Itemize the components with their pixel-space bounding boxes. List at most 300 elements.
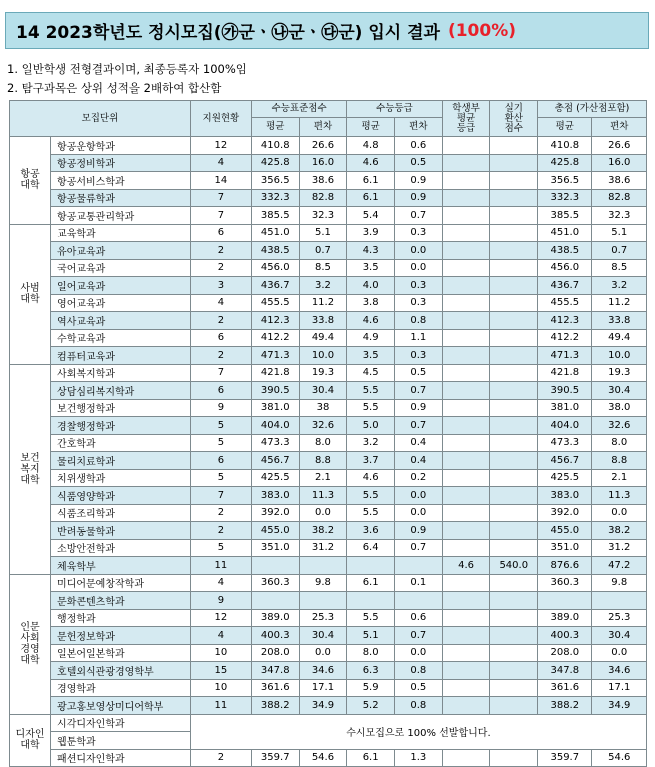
cell-grade-dev: 0.9 (395, 189, 443, 207)
cell-grade-dev: 0.8 (395, 312, 443, 330)
header-std-score: 수능표준점수 (251, 101, 346, 118)
dept-name: 웹툰학과 (51, 732, 191, 750)
cell-practical (490, 277, 538, 295)
cell-total-dev: 38.0 (592, 399, 647, 417)
cell-std-avg (251, 557, 299, 575)
dept-name: 미디어문예창작학과 (51, 574, 191, 592)
cell-practical (490, 749, 538, 767)
cell-total-dev: 16.0 (592, 154, 647, 172)
cell-std-avg: 356.5 (251, 172, 299, 190)
cell-std-avg: 360.3 (251, 574, 299, 592)
cell-grade-avg: 3.7 (347, 452, 395, 470)
cell-std-avg: 359.7 (251, 749, 299, 767)
dept-name: 보건행정학과 (51, 399, 191, 417)
dept-name: 반려동물학과 (51, 522, 191, 540)
dept-name: 경찰행정학과 (51, 417, 191, 435)
cell-total-avg: 359.7 (538, 749, 592, 767)
cell-applicants: 11 (190, 697, 251, 715)
cell-total-avg: 361.6 (538, 679, 592, 697)
cell-grade-avg: 5.9 (347, 679, 395, 697)
cell-std-dev: 3.2 (299, 277, 347, 295)
cell-grade-avg: 4.6 (347, 469, 395, 487)
cell-total-dev: 30.4 (592, 627, 647, 645)
cell-std-dev: 9.8 (299, 574, 347, 592)
cell-applicants: 6 (190, 382, 251, 400)
table-row (10, 697, 647, 715)
cell-practical (490, 644, 538, 662)
cell-applicants: 2 (190, 242, 251, 260)
cell-applicants: 6 (190, 224, 251, 242)
header-total: 총점 (가산점포함) (538, 101, 647, 118)
cell-std-avg: 332.3 (251, 189, 299, 207)
cell-grade-dev: 0.7 (395, 382, 443, 400)
cell-std-dev: 32.6 (299, 417, 347, 435)
header-total-avg: 평균 (538, 118, 592, 137)
cell-school-record (442, 662, 490, 680)
cell-grade-dev: 0.7 (395, 627, 443, 645)
cell-practical (490, 662, 538, 680)
dept-name: 일본어일본학과 (51, 644, 191, 662)
cell-grade-dev: 1.3 (395, 749, 443, 767)
cell-practical (490, 487, 538, 505)
table-row (10, 574, 647, 592)
cell-grade-avg (347, 592, 395, 610)
cell-school-record (442, 399, 490, 417)
cell-grade-dev: 0.5 (395, 679, 443, 697)
cell-total-avg: 208.0 (538, 644, 592, 662)
cell-std-avg: 208.0 (251, 644, 299, 662)
cell-grade-dev: 0.3 (395, 294, 443, 312)
cell-practical (490, 137, 538, 155)
cell-school-record (442, 504, 490, 522)
cell-std-dev: 31.2 (299, 539, 347, 557)
cell-practical (490, 347, 538, 365)
cell-grade-dev (395, 557, 443, 575)
cell-total-dev: 0.0 (592, 504, 647, 522)
cell-grade-avg: 5.1 (347, 627, 395, 645)
cell-grade-avg: 6.4 (347, 539, 395, 557)
table-row (10, 364, 647, 382)
table-row (10, 277, 647, 295)
cell-applicants: 7 (190, 487, 251, 505)
cell-std-avg: 388.2 (251, 697, 299, 715)
title-percent: (100%) (447, 20, 516, 41)
cell-std-avg: 347.8 (251, 662, 299, 680)
cell-total-avg (538, 592, 592, 610)
cell-std-dev: 32.3 (299, 207, 347, 225)
cell-practical (490, 207, 538, 225)
cell-practical (490, 539, 538, 557)
dept-name: 문헌정보학과 (51, 627, 191, 645)
cell-grade-avg: 6.1 (347, 189, 395, 207)
cell-std-dev: 5.1 (299, 224, 347, 242)
cell-school-record (442, 364, 490, 382)
college-name: 보건 복지 대학 (10, 364, 51, 574)
cell-total-avg: 390.5 (538, 382, 592, 400)
cell-total-avg: 425.5 (538, 469, 592, 487)
header-grade-dev: 편차 (395, 118, 443, 137)
table-row (10, 452, 647, 470)
cell-std-avg: 451.0 (251, 224, 299, 242)
cell-school-record (442, 627, 490, 645)
dept-name: 유아교육과 (51, 242, 191, 260)
cell-std-dev (299, 557, 347, 575)
cell-practical (490, 312, 538, 330)
cell-std-avg: 425.5 (251, 469, 299, 487)
table-row (10, 609, 647, 627)
cell-total-dev: 34.9 (592, 697, 647, 715)
cell-std-dev: 49.4 (299, 329, 347, 347)
title-text: 14 2023학년도 정시모집(㉮군ㆍ㉯군ㆍ㉰군) 입시 결과 (16, 23, 440, 43)
table-row (10, 504, 647, 522)
cell-total-avg: 451.0 (538, 224, 592, 242)
cell-total-dev: 8.8 (592, 452, 647, 470)
cell-total-avg: 332.3 (538, 189, 592, 207)
cell-applicants: 10 (190, 679, 251, 697)
note-2: 2. 탐구과목은 상위 성적을 2배하여 합산함 (7, 81, 222, 95)
cell-grade-dev: 0.8 (395, 697, 443, 715)
cell-std-avg: 389.0 (251, 609, 299, 627)
cell-total-dev: 0.7 (592, 242, 647, 260)
cell-std-avg: 412.3 (251, 312, 299, 330)
cell-std-dev: 38 (299, 399, 347, 417)
table-row (10, 189, 647, 207)
cell-practical (490, 574, 538, 592)
cell-total-dev: 49.4 (592, 329, 647, 347)
cell-grade-dev: 0.5 (395, 154, 443, 172)
cell-grade-avg: 4.6 (347, 154, 395, 172)
cell-applicants: 6 (190, 452, 251, 470)
cell-school-record (442, 452, 490, 470)
dept-name: 국어교육과 (51, 259, 191, 277)
cell-applicants: 5 (190, 417, 251, 435)
header-status: 지원현황 (190, 101, 251, 137)
cell-total-dev: 32.6 (592, 417, 647, 435)
cell-grade-dev: 0.3 (395, 347, 443, 365)
cell-std-dev: 38.2 (299, 522, 347, 540)
cell-grade-avg: 5.4 (347, 207, 395, 225)
cell-applicants: 12 (190, 137, 251, 155)
cell-std-avg: 385.5 (251, 207, 299, 225)
cell-std-dev: 11.2 (299, 294, 347, 312)
cell-practical (490, 172, 538, 190)
cell-std-avg: 455.0 (251, 522, 299, 540)
table-row (10, 557, 647, 575)
cell-total-dev: 8.0 (592, 434, 647, 452)
cell-std-dev: 11.3 (299, 487, 347, 505)
dept-name: 항공운항학과 (51, 137, 191, 155)
cell-std-dev: 38.6 (299, 172, 347, 190)
cell-std-avg: 455.5 (251, 294, 299, 312)
dept-name: 체육학부 (51, 557, 191, 575)
cell-school-record (442, 189, 490, 207)
cell-total-avg: 356.5 (538, 172, 592, 190)
cell-grade-avg: 4.3 (347, 242, 395, 260)
dept-name: 패션디자인학과 (51, 749, 191, 767)
table-row (10, 399, 647, 417)
cell-total-avg: 412.3 (538, 312, 592, 330)
cell-total-dev: 54.6 (592, 749, 647, 767)
cell-school-record (442, 294, 490, 312)
cell-school-record (442, 172, 490, 190)
cell-school-record (442, 679, 490, 697)
table-row (10, 207, 647, 225)
cell-grade-dev: 0.9 (395, 522, 443, 540)
cell-practical: 540.0 (490, 557, 538, 575)
cell-grade-avg: 4.8 (347, 137, 395, 155)
cell-grade-dev (395, 592, 443, 610)
college-name: 디자인 대학 (10, 714, 51, 767)
cell-total-dev: 11.2 (592, 294, 647, 312)
table-row (10, 417, 647, 435)
dept-name: 치위생학과 (51, 469, 191, 487)
cell-total-avg: 385.5 (538, 207, 592, 225)
cell-total-dev: 11.3 (592, 487, 647, 505)
cell-school-record (442, 574, 490, 592)
cell-total-avg: 456.0 (538, 259, 592, 277)
cell-total-dev: 38.2 (592, 522, 647, 540)
cell-practical (490, 224, 538, 242)
cell-total-avg: 436.7 (538, 277, 592, 295)
table-row (10, 662, 647, 680)
dept-name: 교육학과 (51, 224, 191, 242)
dept-name: 항공정비학과 (51, 154, 191, 172)
cell-std-dev: 0.0 (299, 644, 347, 662)
table-row (10, 154, 647, 172)
cell-std-dev: 34.9 (299, 697, 347, 715)
cell-total-avg: 412.2 (538, 329, 592, 347)
cell-grade-avg: 5.5 (347, 399, 395, 417)
cell-std-avg: 436.7 (251, 277, 299, 295)
cell-practical (490, 242, 538, 260)
cell-grade-avg: 5.0 (347, 417, 395, 435)
cell-grade-avg: 3.6 (347, 522, 395, 540)
dept-name: 역사교육과 (51, 312, 191, 330)
cell-applicants: 2 (190, 312, 251, 330)
cell-school-record (442, 539, 490, 557)
header-total-dev: 편차 (592, 118, 647, 137)
cell-total-avg: 351.0 (538, 539, 592, 557)
cell-std-dev: 30.4 (299, 382, 347, 400)
cell-school-record (442, 312, 490, 330)
cell-applicants: 15 (190, 662, 251, 680)
cell-std-avg: 381.0 (251, 399, 299, 417)
cell-applicants: 9 (190, 592, 251, 610)
cell-std-avg: 473.3 (251, 434, 299, 452)
table-row (10, 539, 647, 557)
table-body (10, 137, 647, 767)
cell-school-record (442, 469, 490, 487)
cell-total-dev: 0.0 (592, 644, 647, 662)
cell-total-avg: 392.0 (538, 504, 592, 522)
dept-name: 행정학과 (51, 609, 191, 627)
cell-std-dev: 8.8 (299, 452, 347, 470)
cell-std-dev: 33.8 (299, 312, 347, 330)
cell-grade-dev: 0.3 (395, 277, 443, 295)
cell-applicants: 7 (190, 364, 251, 382)
cell-applicants: 4 (190, 294, 251, 312)
cell-school-record (442, 417, 490, 435)
cell-std-avg: 390.5 (251, 382, 299, 400)
cell-std-dev: 2.1 (299, 469, 347, 487)
cell-std-dev: 10.0 (299, 347, 347, 365)
table-row (10, 294, 647, 312)
cell-total-dev: 17.1 (592, 679, 647, 697)
cell-school-record (442, 749, 490, 767)
dept-name: 항공물류학과 (51, 189, 191, 207)
cell-total-avg: 410.8 (538, 137, 592, 155)
cell-grade-dev: 0.5 (395, 364, 443, 382)
cell-grade-avg: 3.2 (347, 434, 395, 452)
cell-school-record (442, 277, 490, 295)
results-table (9, 100, 647, 767)
cell-total-avg: 876.6 (538, 557, 592, 575)
cell-grade-avg: 6.3 (347, 662, 395, 680)
cell-practical (490, 697, 538, 715)
cell-grade-dev: 0.9 (395, 399, 443, 417)
dept-name: 항공교통관리학과 (51, 207, 191, 225)
cell-applicants: 7 (190, 207, 251, 225)
cell-applicants: 4 (190, 154, 251, 172)
cell-school-record: 4.6 (442, 557, 490, 575)
cell-grade-dev: 0.9 (395, 172, 443, 190)
cell-school-record (442, 644, 490, 662)
cell-applicants: 5 (190, 539, 251, 557)
cell-total-avg: 473.3 (538, 434, 592, 452)
cell-std-avg: 392.0 (251, 504, 299, 522)
cell-practical (490, 294, 538, 312)
cell-school-record (442, 697, 490, 715)
cell-grade-dev: 0.0 (395, 259, 443, 277)
cell-grade-dev: 0.6 (395, 609, 443, 627)
cell-std-avg: 404.0 (251, 417, 299, 435)
cell-total-avg: 456.7 (538, 452, 592, 470)
page-title (5, 12, 649, 49)
cell-grade-dev: 0.6 (395, 137, 443, 155)
cell-applicants: 2 (190, 749, 251, 767)
dept-name: 항공서비스학과 (51, 172, 191, 190)
cell-total-dev: 26.6 (592, 137, 647, 155)
cell-practical (490, 399, 538, 417)
cell-school-record (442, 242, 490, 260)
cell-total-avg: 421.8 (538, 364, 592, 382)
cell-practical (490, 189, 538, 207)
cell-grade-dev: 0.1 (395, 574, 443, 592)
college-name: 인문 사회 경영 대학 (10, 574, 51, 714)
dept-name: 식품영양학과 (51, 487, 191, 505)
cell-grade-dev: 0.3 (395, 224, 443, 242)
table-row (10, 224, 647, 242)
cell-applicants: 2 (190, 522, 251, 540)
cell-std-avg: 400.3 (251, 627, 299, 645)
cell-std-avg: 456.0 (251, 259, 299, 277)
dept-name: 컴퓨터교육과 (51, 347, 191, 365)
cell-applicants: 12 (190, 609, 251, 627)
cell-std-dev (299, 592, 347, 610)
cell-school-record (442, 522, 490, 540)
table-row (10, 347, 647, 365)
cell-school-record (442, 259, 490, 277)
cell-std-avg: 412.2 (251, 329, 299, 347)
cell-grade-avg: 6.1 (347, 172, 395, 190)
cell-grade-avg: 4.5 (347, 364, 395, 382)
cell-total-dev: 34.6 (592, 662, 647, 680)
cell-grade-avg: 5.5 (347, 504, 395, 522)
cell-total-dev: 31.2 (592, 539, 647, 557)
cell-grade-avg: 5.5 (347, 487, 395, 505)
cell-school-record (442, 224, 490, 242)
cell-grade-dev: 0.0 (395, 487, 443, 505)
cell-practical (490, 434, 538, 452)
table-row (10, 172, 647, 190)
cell-practical (490, 417, 538, 435)
cell-grade-avg: 4.9 (347, 329, 395, 347)
cell-std-dev: 25.3 (299, 609, 347, 627)
table-row (10, 714, 647, 732)
cell-total-dev: 32.3 (592, 207, 647, 225)
table-row (10, 469, 647, 487)
cell-std-avg: 456.7 (251, 452, 299, 470)
cell-total-avg: 383.0 (538, 487, 592, 505)
cell-total-avg: 471.3 (538, 347, 592, 365)
cell-std-dev: 17.1 (299, 679, 347, 697)
header-std-dev: 편차 (299, 118, 347, 137)
cell-practical (490, 592, 538, 610)
cell-practical (490, 504, 538, 522)
notes (7, 60, 247, 98)
cell-total-dev: 10.0 (592, 347, 647, 365)
cell-grade-dev: 0.2 (395, 469, 443, 487)
dept-name: 수학교육과 (51, 329, 191, 347)
table-row (10, 259, 647, 277)
cell-grade-avg: 5.5 (347, 609, 395, 627)
cell-applicants: 11 (190, 557, 251, 575)
cell-total-dev: 38.6 (592, 172, 647, 190)
cell-grade-avg: 5.2 (347, 697, 395, 715)
cell-std-avg: 425.8 (251, 154, 299, 172)
cell-applicants: 5 (190, 434, 251, 452)
cell-practical (490, 679, 538, 697)
cell-grade-avg: 6.1 (347, 574, 395, 592)
cell-applicants: 2 (190, 259, 251, 277)
cell-school-record (442, 592, 490, 610)
header-grade-avg: 평균 (347, 118, 395, 137)
cell-applicants: 4 (190, 627, 251, 645)
cell-std-dev: 19.3 (299, 364, 347, 382)
header-std-avg: 평균 (251, 118, 299, 137)
cell-std-dev: 82.8 (299, 189, 347, 207)
cell-applicants: 9 (190, 399, 251, 417)
cell-grade-dev: 0.7 (395, 417, 443, 435)
dept-name: 영어교육과 (51, 294, 191, 312)
dept-name: 상담심리복지학과 (51, 382, 191, 400)
cell-applicants: 2 (190, 347, 251, 365)
cell-total-dev: 33.8 (592, 312, 647, 330)
cell-grade-avg: 4.0 (347, 277, 395, 295)
cell-applicants: 7 (190, 189, 251, 207)
dept-name: 호텔외식관광경영학부 (51, 662, 191, 680)
cell-grade-dev: 0.8 (395, 662, 443, 680)
cell-practical (490, 627, 538, 645)
cell-grade-avg: 5.5 (347, 382, 395, 400)
cell-total-dev: 2.1 (592, 469, 647, 487)
cell-std-avg (251, 592, 299, 610)
dept-name: 식품조리학과 (51, 504, 191, 522)
dept-name: 광고홍보영상미디어학부 (51, 697, 191, 715)
cell-total-avg: 360.3 (538, 574, 592, 592)
cell-std-avg: 421.8 (251, 364, 299, 382)
dept-name: 경영학과 (51, 679, 191, 697)
